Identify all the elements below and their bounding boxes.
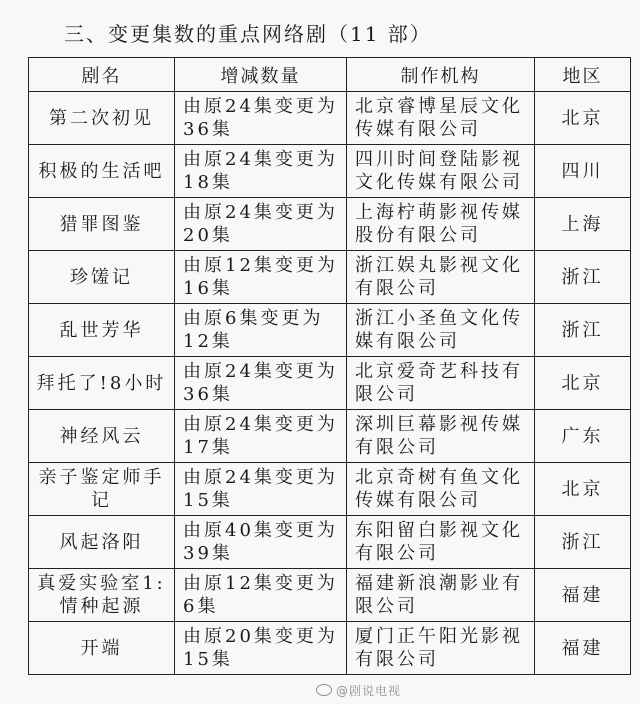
table-row: [29, 145, 631, 198]
cell-change: 由原24集变更为17集: [175, 410, 347, 463]
cell-company: 北京睿博星辰文化传媒有限公司: [347, 92, 535, 145]
cell-region: 浙江: [535, 304, 631, 357]
watermark-text: @剧说电视: [336, 684, 402, 698]
cell-company: 上海柠萌影视传媒股份有限公司: [347, 198, 535, 251]
table-row: [29, 516, 631, 569]
cell-title: 开端: [29, 622, 175, 675]
cell-region: 广东: [535, 410, 631, 463]
cell-company: 四川时间登陆影视文化传媒有限公司: [347, 145, 535, 198]
cell-change: 由原24集变更为36集: [175, 357, 347, 410]
cell-change: 由原12集变更为6集: [175, 569, 347, 622]
cell-region: 浙江: [535, 516, 631, 569]
cell-region: 福建: [535, 569, 631, 622]
cell-company: 厦门正午阳光影视有限公司: [347, 622, 535, 675]
cell-change: 由原20集变更为15集: [175, 622, 347, 675]
cell-title: 积极的生活吧: [29, 145, 175, 198]
cell-title: 拜托了!8小时: [29, 357, 175, 410]
cell-title: 第二次初见: [29, 92, 175, 145]
cell-change: 由原24集变更为20集: [175, 198, 347, 251]
header-company: 制作机构: [347, 58, 535, 92]
cell-region: 北京: [535, 92, 631, 145]
cell-region: 四川: [535, 145, 631, 198]
table-header-row: [29, 58, 631, 92]
table-row: [29, 304, 631, 357]
header-title: 剧名: [29, 58, 175, 92]
series-table: [28, 57, 631, 675]
cell-change: 由原40集变更为39集: [175, 516, 347, 569]
cell-title: 猎罪图鉴: [29, 198, 175, 251]
cell-company: 北京奇树有鱼文化传媒有限公司: [347, 463, 535, 516]
cell-company: 东阳留白影视文化有限公司: [347, 516, 535, 569]
cell-region: 北京: [535, 463, 631, 516]
cell-title: 亲子鉴定师手记: [29, 463, 175, 516]
weibo-logo-icon: [316, 684, 332, 696]
table-row: [29, 410, 631, 463]
table-row: [29, 357, 631, 410]
cell-company: 福建新浪潮影业有限公司: [347, 569, 535, 622]
cell-region: 上海: [535, 198, 631, 251]
cell-region: 浙江: [535, 251, 631, 304]
cell-region: 福建: [535, 622, 631, 675]
table-row: [29, 569, 631, 622]
weibo-watermark: [316, 682, 401, 699]
table-row: [29, 463, 631, 516]
table-row: [29, 622, 631, 675]
cell-title: 乱世芳华: [29, 304, 175, 357]
cell-title: 真爱实验室1:情种起源: [29, 569, 175, 622]
cell-company: 浙江小圣鱼文化传媒有限公司: [347, 304, 535, 357]
cell-region: 北京: [535, 357, 631, 410]
cell-company: 北京爱奇艺科技有限公司: [347, 357, 535, 410]
header-change: 增减数量: [175, 58, 347, 92]
cell-company: 浙江娱丸影视文化有限公司: [347, 251, 535, 304]
cell-title: 珍馐记: [29, 251, 175, 304]
header-region: 地区: [535, 58, 631, 92]
table-row: [29, 92, 631, 145]
cell-title: 神经风云: [29, 410, 175, 463]
table-row: [29, 198, 631, 251]
cell-title: 风起洛阳: [29, 516, 175, 569]
cell-change: 由原24集变更为36集: [175, 92, 347, 145]
section-heading: 三、变更集数的重点网络剧（11 部）: [64, 22, 432, 46]
cell-change: 由原12集变更为16集: [175, 251, 347, 304]
table-row: [29, 251, 631, 304]
cell-company: 深圳巨幕影视传媒有限公司: [347, 410, 535, 463]
cell-change: 由原24集变更为18集: [175, 145, 347, 198]
cell-change: 由原24集变更为15集: [175, 463, 347, 516]
cell-change: 由原6集变更为12集: [175, 304, 347, 357]
